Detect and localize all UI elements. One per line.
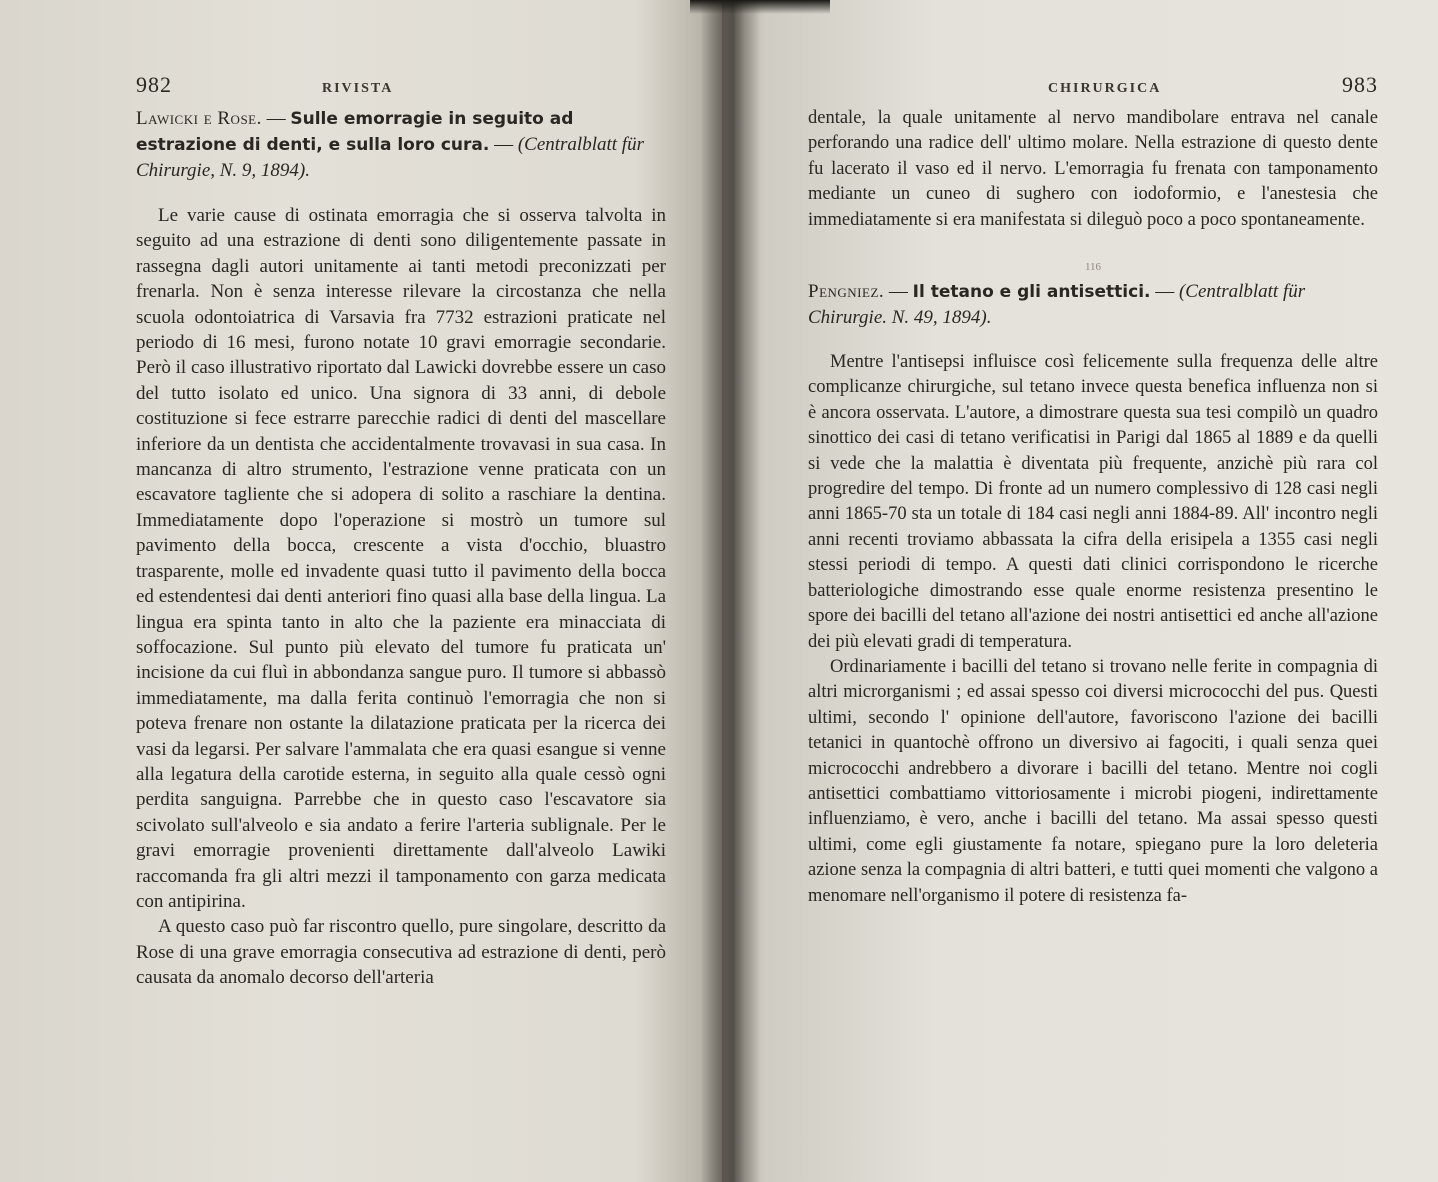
body-paragraph: Mentre l'antisepsi influisce così felicemente sulla frequenza delle altre complicanze chirurgiche, sul tetano invece questa benefica influenza non si è ancora osservata. L'autore, a dimostrare questa sua tesi compilò un quadro sinottico dei casi di tetano verificatisi in Parigi dal 1865 al 1889 e da quelli si vede che la malattia è diventata più frequente, anzichè più rara col progredire del tempo. Di fronte ad un numero complessivo di 128 casi negli anni 1865-70 sta un totale di 184 casi negli anni 1884-89. All' incontro negli anni recenti troviamo abbassata la cifra della erisipela a 1355 casi negli stessi periodi di tempo. A questi dati clinici corrispondono le ricerche batteriologiche dimostrando esse quale enorme resistenza presentino le spore dei bacilli del tetano all'azione dei nostri antisettici ed anche all'azione dei più elevati gradi di temperatura. <box>808 352 1378 652</box>
entry-dash: — <box>884 281 913 303</box>
right-running-head <box>808 72 1378 98</box>
running-title: CHIRURGICA <box>1048 81 1162 96</box>
running-title: RIVISTA <box>322 81 394 96</box>
entry-source: (Centralblatt für Chirurgie, N. 9, 1894). <box>136 134 644 181</box>
body-paragraph: A questo caso può far riscontro quello, pure singolare, descritto da Rose di una grave emorragia consecutiva ad estrazione di denti, però causata da anomalo decorso dell'arteria <box>136 916 666 989</box>
entry-header <box>136 106 666 183</box>
entry-dash: — <box>261 108 291 129</box>
entry-author: Pengniez. <box>808 281 885 303</box>
entry-number: 116 <box>1084 261 1102 274</box>
body-paragraph: Ordinariamente i bacilli del tetano si trovano nelle ferite in compagnia di altri microrganismi ; ed assai spesso coi diversi micrococchi del pus. Questi ultimi, secondo l' opinione dell'autore, favoriscono l'azione dei bacilli tetanici in quantochè offrono un diversivo ai fagociti, i quali senza quei micrococchi andrebbero a divorare i bacilli del tetano. Mentre noi cogli antisettici combattiamo vittoriosamente i microbi piogeni, indirettamente influenziamo, è vero, anche i bacilli del tetano. Ma assai spesso questi ultimi, come egli giustamente fa notare, spiegano pure la loro deleteria azione senza la compagnia di altri batteri, e tutti quei momenti che valgono a menomare nell'organismo il potere di resistenza fa- <box>808 656 1378 906</box>
entry-source: (Centralblatt für Chirurgie. N. 49, 1894). <box>808 281 1306 329</box>
entry-dash: — <box>1150 281 1179 303</box>
entry-title: Sulle emorragie in seguito ad estrazione di denti, e sulla loro cura. <box>136 109 574 155</box>
right-body <box>808 106 1378 909</box>
page-number: 983 <box>1342 72 1378 97</box>
right-page <box>722 0 1438 1182</box>
page-number: 982 <box>136 72 172 97</box>
left-running-head <box>136 72 666 98</box>
continuation-paragraph: dentale, la quale unitamente al nervo mandibolare entrava nel canale perforando una radice dell' ultimo molare. Nella estrazione di questo dente fu lacerato il vaso ed il nervo. L'emorragia fu frenata con tamponamento mediante un cuneo di sughero con iodoformio, e l'anestesia che immediatamente si era manifestata si dileguò poco a poco spontaneamente. <box>808 108 1378 230</box>
body-paragraph: Le varie cause di ostinata emorragia che si osserva talvolta in seguito ad una estrazione di denti sono diligentemente passate in rassegna dagli autori unitamente ai tanti metodi preconizzati per frenarla. Non è senza interesse rilevare la circostanza che nella scuola odontoiatrica di Varsavia fra 7732 estrazioni praticate nel periodo di 16 mesi, furono notate 10 gravi emorragie secondarie. Però il caso illustrativo riportato dal Lawicki dovrebbe essere un caso del tutto isolato ed unico. Una signora di 33 anni, di debole costituzione si fece estrarre parecchie radici di denti del mascellare inferiore da un dentista che accidentalmente trovavasi in sua casa. In mancanza di altro strumento, l'estrazione venne praticata con un escavatore tagliente che si adopera di solito a raschiare la dentina. Immediatamente dopo l'operazione si mostrò un tumore sul pavimento della bocca, crescente a vista d'occhio, bluastro trasparente, molle ed invadente quasi tutto il pavimento della bocca ed estendentesi dai denti anteriori fino quasi alla base della lingua. La lingua era spinta tanto in alto che la paziente era minacciata di soffocazione. Sul punto più elevato del tumore fu praticata un' incisione da cui fluì in abbondanza sangue puro. Il tumore si abbassò immediatamente, ma dalla ferita continuò l'emorragia che non si poteva frenare non ostante la dilatazione praticata per la ricerca dei vasi da legarsi. Per salvare l'ammalata che era quasi esangue si venne alla legatura della carotide esterna, in seguito alla quale cessò ogni perdita sanguigna. Parrebbe che in questo caso l'escavatore sia scivolato sull'alveolo e sia andato a ferire l'arteria sublignale. Per le gravi emorragie provenienti direttamente dall'alveolo Lawiki raccomanda fra gli altri mezzi il tamponamento con garza medicata con antipirina. <box>136 205 666 912</box>
entry-title: Il tetano e gli antisettici. <box>912 282 1151 303</box>
binding-edge <box>690 0 830 14</box>
entry-author: Lawicki e Rose. <box>136 108 262 129</box>
entry-header <box>808 279 1378 330</box>
entry-dash: — <box>489 134 518 155</box>
